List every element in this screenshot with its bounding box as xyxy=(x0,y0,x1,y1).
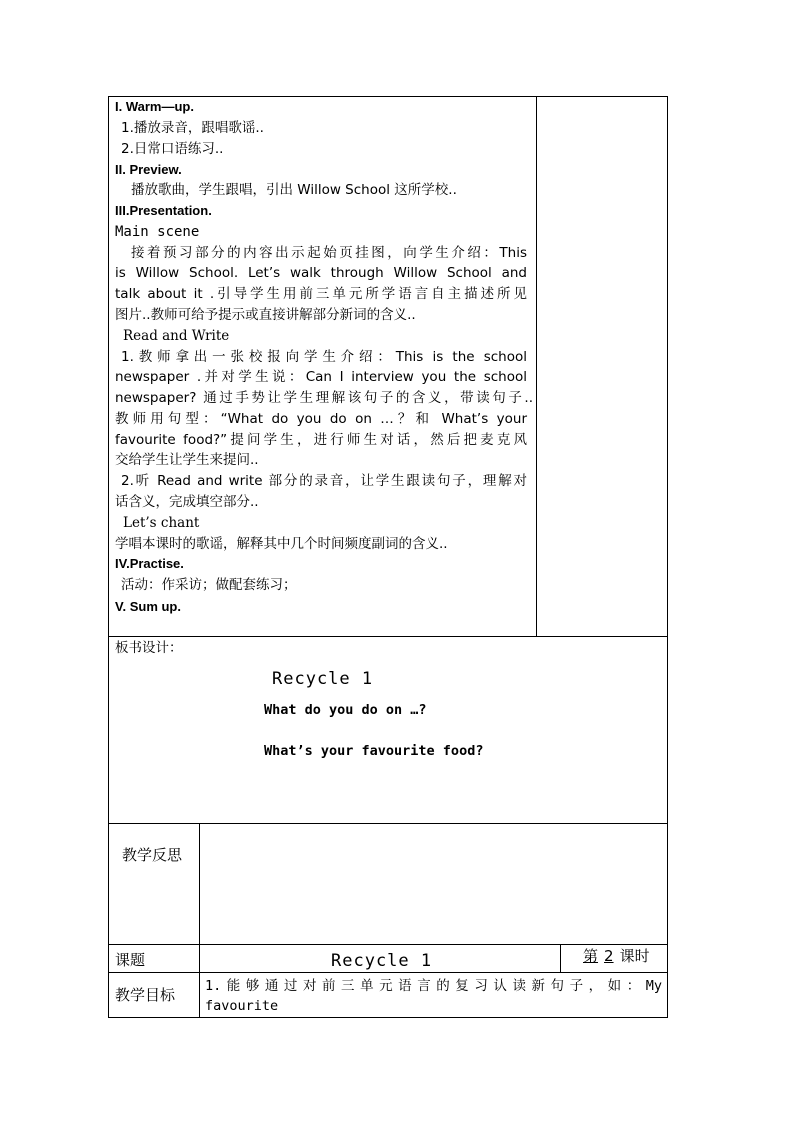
read-write-line: newspaper .并对学生说：Can I interview you the school xyxy=(115,369,527,385)
read-write-line: newspaper? 通过手势让学生理解该句子的含义，带读句子.. xyxy=(115,390,533,406)
main-scene-heading: Main scene xyxy=(115,224,200,240)
process-column-divider xyxy=(536,96,537,637)
main-scene-line: 接着预习部分的内容出示起始页挂图，向学生介绍：This xyxy=(131,245,527,261)
table-border-bottom xyxy=(108,1017,668,1018)
row-divider-reflection xyxy=(108,823,668,824)
reflection-label: 教学反思 xyxy=(122,846,183,864)
goals-line-1: 1.能够通过对前三单元语言的复习认读新句子，如：My xyxy=(205,978,662,994)
preview-heading: II. Preview. xyxy=(115,162,182,177)
read-write-line: 交给学生让学生来提问.. xyxy=(115,452,259,468)
main-scene-line: 图片..教师可给予提示或直接讲解部分新词的含义.. xyxy=(115,307,416,323)
board-line-2: What’s your favourite food? xyxy=(264,743,484,759)
read-write-line: favourite food?”提问学生，进行师生对话，然后把麦克风 xyxy=(115,432,527,448)
period-indicator xyxy=(569,945,650,967)
topic-label: 课题 xyxy=(115,951,146,969)
read-write-line: 1.教师拿出一张校报向学生介绍：This is the school xyxy=(121,349,527,365)
row-divider-board xyxy=(108,636,668,637)
warmup-item-2: 2.日常口语练习.. xyxy=(121,141,224,157)
board-title: Recycle 1 xyxy=(272,669,374,689)
period-number: 2 xyxy=(604,947,614,965)
period-column-divider xyxy=(560,944,561,973)
chant-heading: Let’s chant xyxy=(123,515,200,531)
read-write-line: 2.听 Read and write 部分的录音，让学生跟读句子，理解对 xyxy=(121,473,527,489)
read-write-heading: Read and Write xyxy=(123,328,230,344)
sumup-heading: V. Sum up. xyxy=(115,599,181,614)
topic-value: Recycle 1 xyxy=(331,951,433,971)
goals-line-2: favourite xyxy=(205,998,279,1014)
goals-label: 教学目标 xyxy=(115,986,176,1004)
table-border-left xyxy=(108,96,109,1018)
reflection-column-divider xyxy=(199,823,200,1018)
warmup-heading: I. Warm—up. xyxy=(115,99,194,114)
main-scene-line: talk about it .引导学生用前三单元所学语言自主描述所见 xyxy=(115,286,527,302)
period-suffix: 课时 xyxy=(619,947,650,965)
period-prefix: 第 xyxy=(583,947,599,965)
preview-text: 播放歌曲，学生跟唱，引出 Willow School 这所学校.. xyxy=(131,182,457,198)
board-line-1: What do you do on …? xyxy=(264,702,427,718)
presentation-heading: III.Presentation. xyxy=(115,203,212,218)
practise-text: 活动：作采访；做配套练习； xyxy=(121,577,297,593)
warmup-item-1: 1.播放录音，跟唱歌谣.. xyxy=(121,120,264,136)
table-border-right xyxy=(667,96,668,1018)
read-write-line: 话含义，完成填空部分.. xyxy=(115,494,259,510)
board-label: 板书设计： xyxy=(115,640,183,656)
read-write-line: 教师用句型：“What do you do on …？和 What’s your xyxy=(115,411,527,427)
practise-heading: IV.Practise. xyxy=(115,556,184,571)
main-scene-line: is Willow School. Let’s walk through Willow School and xyxy=(115,265,527,281)
chant-text: 学唱本课时的歌谣，解释其中几个时间频度副词的含义.. xyxy=(115,536,448,552)
